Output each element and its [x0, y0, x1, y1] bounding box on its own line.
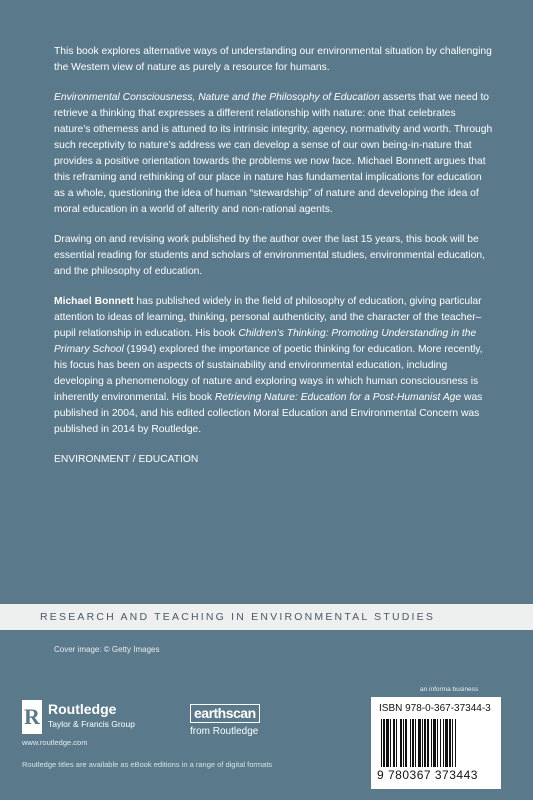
book-title: Environmental Consciousness, Nature and the Philosophy of Education — [54, 92, 380, 103]
routledge-logo — [22, 700, 142, 750]
earthscan-wordmark: earthscan — [190, 704, 260, 723]
cover-image-credit: Cover image: © Getty Images — [54, 645, 160, 654]
author-bio — [54, 294, 494, 438]
author-bio-text-2: (1994) explored the importance of poetic thinking for education. More recently, his focus has been on aspects of sustainability and environmental education, including developing a phenomenology of nature and exploring ways in which human consciousness is inherently environmental. His book — [54, 344, 483, 403]
blurb-paragraph-3: Drawing on and revising work published by the author over the last 15 years, this book will be essential reading for students and scholars of environmental studies, environmental education, and the philosophy of education. — [54, 234, 486, 277]
barcode-digits: 9 780367 373443 — [377, 768, 478, 782]
routledge-group: Taylor & Francis Group — [48, 719, 135, 729]
ebook-availability-note: Routledge titles are available as eBook editions in a range of digital formats — [22, 760, 273, 769]
author-bio-text-1: has published widely in the field of philosophy of education, giving particular attention to ideas of learning, thinking, personal authenticity, and the character of the teacher–pupil relationship in education. His book — [54, 296, 482, 339]
author-book-2: Retrieving Nature: Education for a Post-Humanist Age — [214, 392, 462, 403]
author-name: Michael Bonnett — [54, 296, 134, 307]
series-title-band: RESEARCH AND TEACHING IN ENVIRONMENTAL STUDIES — [0, 604, 533, 630]
blurb-paragraph-2 — [54, 90, 494, 218]
isbn-barcode — [371, 697, 501, 789]
routledge-url: www.routledge.com — [22, 738, 88, 747]
earthscan-logo — [190, 704, 290, 746]
routledge-name: Routledge — [48, 701, 117, 717]
routledge-r-icon: R — [22, 700, 42, 734]
author-bio-text-3: was published in 2004, and his edited collection Moral Education and Environmental Concern was published in 2014 by Routledge. — [54, 392, 483, 435]
barcode-icon — [381, 719, 491, 767]
isbn-number: ISBN 978-0-367-37344-3 — [379, 703, 491, 714]
blurb-paragraph-2-text: asserts that we need to retrieve a thinking that expresses a different relationship with nature: one that celebrates nature’s otherness and is attuned to its intrinsic integrity, agency, normativity and worth. Through such receptivity to nature’s address we can develop a sense of our own being-in-nature that provides a positive orientation towards the problems we now face. Michael Bonnett argues that this reframing and rethinking of our place in nature has fundamental implications for education as a whole, questioning the idea of human “stewardship” of nature and developing the idea of moral education in a world of alterity and non-rational agents. — [54, 92, 493, 215]
back-cover-text — [54, 44, 494, 482]
author-book-1: Children’s Thinking: Promoting Understanding in the Primary School — [54, 328, 477, 355]
earthscan-subtitle: from Routledge — [190, 726, 259, 737]
subject-category: ENVIRONMENT / EDUCATION — [54, 454, 199, 465]
blurb-paragraph-1: This book explores alternative ways of understanding our environmental situation by challenging the Western view of nature as purely a resource for humans. — [54, 46, 492, 73]
informa-tagline: an informa business — [420, 686, 479, 693]
